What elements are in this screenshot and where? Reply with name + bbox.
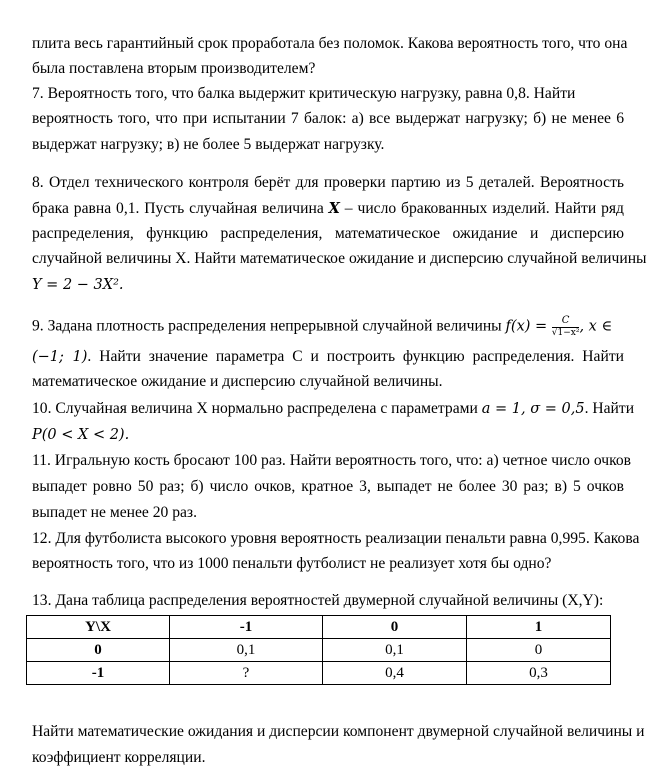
problem-7-line: вероятность того, что при испытании 7 балок: а) все выдержат нагрузку; б) не менее 6 <box>32 110 624 127</box>
table-row-label: 0 <box>27 639 170 662</box>
table-header-cell: 0 <box>323 616 467 639</box>
text-span: брака равна 0,1. Пусть случайная величина <box>32 200 329 217</box>
table-cell: ? <box>170 662 323 685</box>
table-row-label: -1 <box>27 662 170 685</box>
text-span: . Найти <box>584 400 635 417</box>
table-cell: 0,1 <box>170 639 323 662</box>
problem-11-line: 11. Игральную кость бросают 100 раз. Найти вероятность того, что: а) четное число очков <box>32 452 632 469</box>
problem-7-line: 7. Вероятность того, что балка выдержит критическую нагрузку, равна 0,8. Найти <box>32 85 576 102</box>
table-header-cell: Y\X <box>27 616 170 639</box>
fraction <box>552 316 580 338</box>
problem-8-line: 8. Отдел технического контроля берёт для проверки партию из 5 деталей. Вероятность <box>32 174 624 191</box>
table-row <box>27 662 611 685</box>
text-line: была поставлена вторым производителем? <box>32 60 316 77</box>
table-row <box>27 639 611 662</box>
problem-10-line <box>32 400 635 418</box>
fraction-numerator: C <box>552 316 580 328</box>
problem-8-line: распределения, функцию распределения, математическое ожидание и дисперсию <box>32 225 624 242</box>
problem-10-formula: P(0 < X < 2). <box>32 427 130 443</box>
problem-8-line <box>32 200 624 218</box>
table-cell: 0,4 <box>323 662 467 685</box>
problem-9-line <box>32 348 624 366</box>
interval: (−1; 1) <box>32 349 88 365</box>
table-header-cell: 1 <box>467 616 611 639</box>
problem-11-line: выпадет не менее 20 раз. <box>32 504 197 521</box>
problem-8-formula: Y = 2 − 3X². <box>32 277 124 293</box>
problem-12-line: 12. Для футболиста высокого уровня вероятность реализации пенальти равна 0,995. Какова <box>32 530 640 547</box>
text-span: – число бракованных изделий. Найти ряд <box>339 200 624 217</box>
text-span: . Найти значение параметра C и построить функцию распределения. Найти <box>87 348 624 365</box>
table-cell: 0 <box>467 639 611 662</box>
problem-8-line: случайной величины X. Найти математическое ожидание и дисперсию случайной величины <box>32 250 647 267</box>
final-question-line: коэффициент корреляции. <box>32 749 206 766</box>
distribution-table <box>26 615 611 685</box>
density-function: f(x) = <box>505 318 552 335</box>
final-question-line: Найти математические ожидания и дисперсии компонент двумерной случайной величины и <box>32 723 645 740</box>
table-cell: 0,1 <box>323 639 467 662</box>
problem-9-line <box>32 316 624 338</box>
problem-11-line: выпадет ровно 50 раз; б) число очков, кратное 3, выпадет не более 30 раз; в) 5 очков <box>32 478 624 495</box>
text-line: плита весь гарантийный срок проработала без поломок. Какова вероятность того, что она <box>32 35 628 52</box>
text-span: 9. Задана плотность распределения непрерывной случайной величины <box>32 317 506 335</box>
table-header-cell: -1 <box>170 616 323 639</box>
fraction-denominator: √1−x² <box>551 328 580 338</box>
table-cell: 0,3 <box>467 662 611 685</box>
variable-x: X <box>328 200 340 217</box>
problem-13-line: 13. Дана таблица распределения вероятностей двумерной случайной величины (X,Y): <box>32 592 604 609</box>
parameters: a = 1, σ = 0,5 <box>481 401 585 417</box>
problem-7-line: выдержат нагрузку; в) не более 5 выдержат нагрузку. <box>32 136 385 153</box>
text-span: 10. Случайная величина X нормально распределена с параметрами <box>32 400 482 417</box>
problem-9-line: математическое ожидание и дисперсию случайной величины. <box>32 373 443 390</box>
problem-12-line: вероятность того, что из 1000 пенальти футболист не реализует хотя бы одно? <box>32 555 552 572</box>
domain-text: , x ∈ <box>579 318 613 335</box>
table-header-row <box>27 616 611 639</box>
